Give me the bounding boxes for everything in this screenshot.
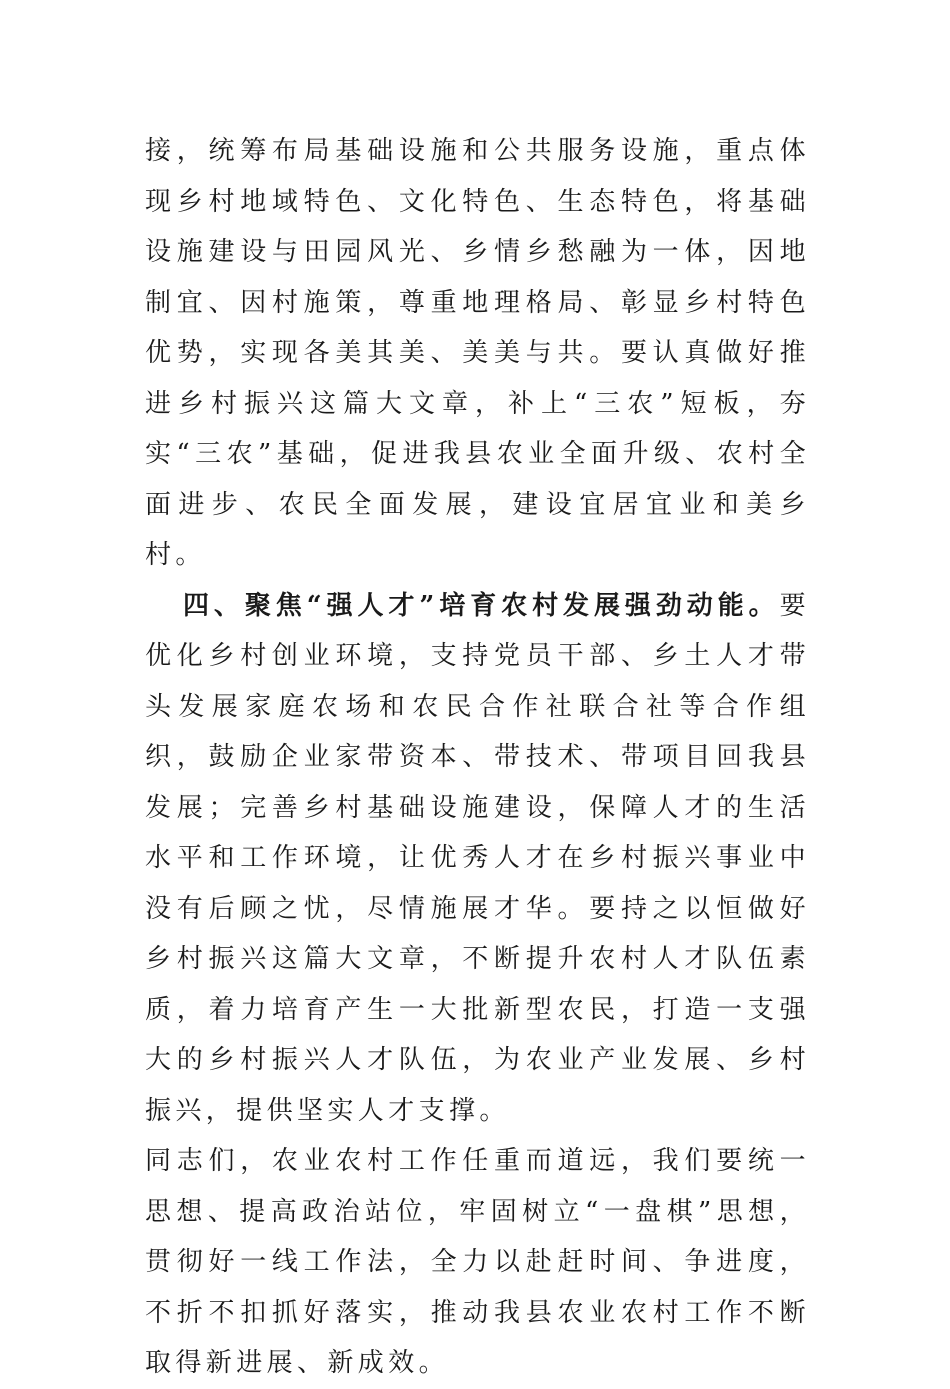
- paragraph-infrastructure: [145, 126, 810, 581]
- paragraph-talent: [145, 581, 810, 1137]
- paragraph-text: 接，统筹布局基础设施和公共服务设施，重点体现乡村地域特色、文化特色、生态特色，将基础设施建设与田园风光、乡情乡愁融为一体，因地制宜、因村施策，尊重地理格局、彰显乡村特色优势，实现各美其美、美美与共。要认真做好推进乡村振兴这篇大文章，补上“三农”短板，夯实“三农”基础，促进我县农业全面升级、农村全面进步、农民全面发展，建设宜居宜业和美乡村。: [145, 136, 810, 570]
- document-body: [145, 126, 810, 1389]
- paragraph-text: 同志们，农业农村工作任重而道远，我们要统一思想、提高政治站位，牢固树立“一盘棋”思想，贯彻好一线工作法，全力以赴赶时间、争进度，不折不扣抓好落实，推动我县农业农村工作不断取得新进展、新成效。: [145, 1146, 810, 1378]
- section-heading: 四、聚焦“强人才”培育农村发展强劲动能。: [183, 590, 780, 621]
- paragraph-text: 要优化乡村创业环境，支持党员干部、乡土人才带头发展家庭农场和农民合作社联合社等合作组织，鼓励企业家带资本、带技术、带项目回我县发展；完善乡村基础设施建设，保障人才的生活水平和工作环境，让优秀人才在乡村振兴事业中没有后顾之忧，尽情施展才华。要持之以恒做好乡村振兴这篇大文章，不断提升农村人才队伍素质，着力培育产生一大批新型农民，打造一支强大的乡村振兴人才队伍，为农业产业发展、乡村振兴，提供坚实人才支撑。: [145, 590, 810, 1126]
- paragraph-closing: [145, 1136, 810, 1389]
